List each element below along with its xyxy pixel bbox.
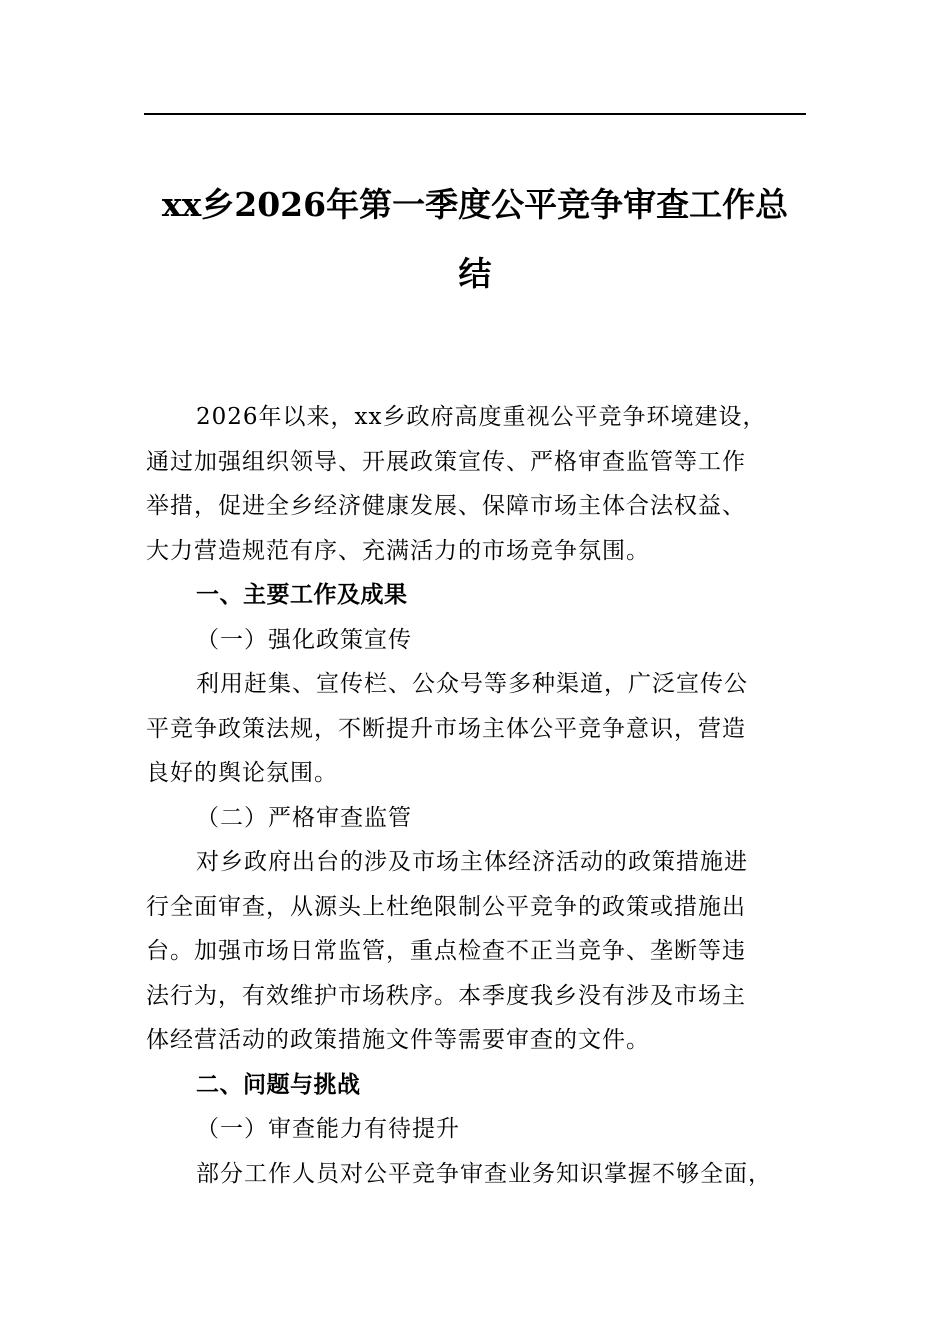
subsection-heading: （一）强化政策宣传	[196, 626, 412, 653]
title-line: xx乡2026年第一季度公平竞争审查工作总	[161, 185, 789, 224]
text-line: 法行为，有效维护市场秩序。本季度我乡没有涉及市场主	[146, 982, 746, 1009]
section-heading: 二、问题与挑战	[196, 1071, 361, 1098]
body-paragraph	[146, 1152, 808, 1197]
text-line: 体经营活动的政策措施文件等需要审查的文件。	[146, 1027, 650, 1053]
subsection-heading: （二）严格审查监管	[196, 804, 412, 831]
text-line: 通过加强组织领导、开展政策宣传、严格审查监管等工作	[146, 448, 746, 475]
text-line: 部分工作人员对公平竞争审查业务知识掌握不够全面，	[196, 1160, 772, 1187]
text-line: 利用赶集、宣传栏、公众号等多种渠道，广泛宣传公	[196, 671, 748, 697]
text-line: 行全面审查，从源头上杜绝限制公平竞争的政策或措施出	[146, 893, 746, 920]
text-line: 台。加强市场日常监管，重点检查不正当竞争、垄断等违	[146, 938, 746, 964]
text-line: 良好的舆论氛围。	[146, 760, 338, 786]
section-heading: 一、主要工作及成果	[196, 582, 408, 608]
subsection-heading: （一）审查能力有待提升	[196, 1116, 460, 1142]
text-line: 平竞争政策法规，不断提升市场主体公平竞争意识，营造	[146, 715, 746, 742]
title-line: 结	[458, 254, 492, 293]
text-line: 2026年以来，xx乡政府高度重视公平竞争环境建设，	[196, 404, 767, 430]
intro-paragraph	[146, 395, 808, 573]
text-line: 举措，促进全乡经济健康发展、保障市场主体合法权益、	[146, 493, 746, 519]
document-body	[146, 395, 808, 1196]
text-line: 对乡政府出台的涉及市场主体经济活动的政策措施进	[196, 849, 748, 875]
text-line: 大力营造规范有序、充满活力的市场竞争氛围。	[146, 537, 650, 564]
document-title	[130, 170, 820, 308]
body-paragraph	[146, 840, 808, 1063]
header-rule	[144, 113, 806, 115]
body-paragraph	[146, 662, 808, 796]
